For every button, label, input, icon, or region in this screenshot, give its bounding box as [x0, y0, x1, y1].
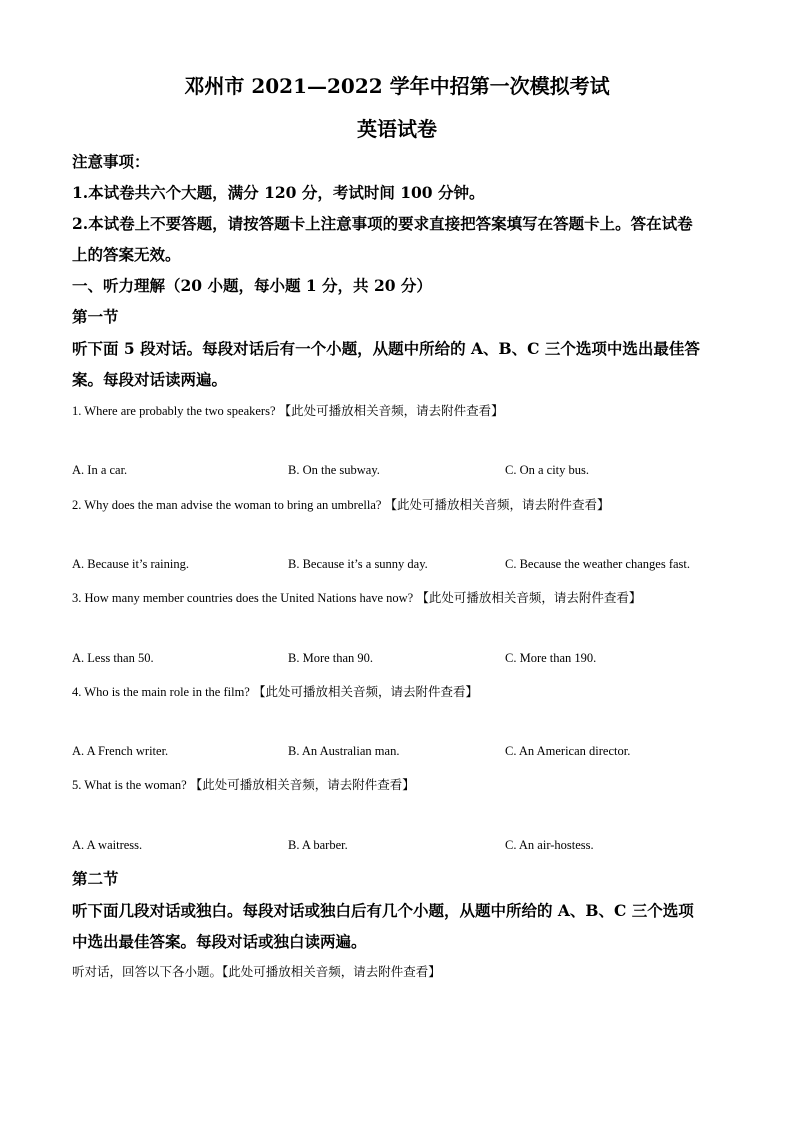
section2-instruction-line-1: 听下面几段对话或独白。每段对话或独白后有几个小题，从题中所给的 A、B、C 三个选项	[72, 901, 694, 920]
question-1: 1. Where are probably the two speakers? 【此处可播放相关音频，请去附件查看】	[72, 404, 504, 418]
question-3-option-b: B. More than 90.	[288, 651, 374, 665]
part1-heading: 一、听力理解（20 小题，每小题 1 分，共 20 分）	[72, 276, 432, 295]
question-3: 3. How many member countries does the United Nations have now? 【此处可播放相关音频，请去附件查看】	[72, 591, 642, 605]
exam-title: 邓州市 2021—2022 学年中招第一次模拟考试	[184, 74, 610, 98]
question-2-option-c: C. Because the weather changes fast.	[505, 557, 690, 571]
question-2-option-b: B. Because it’s a sunny day.	[288, 557, 428, 571]
question-4: 4. Who is the main role in the film? 【此处可播放相关音频，请去附件查看】	[72, 685, 478, 699]
question-3-option-a: A. Less than 50.	[72, 651, 154, 665]
notice-item-2-line-2: 上的答案无效。	[72, 245, 181, 264]
section1-instruction-line-2: 案。每段对话读两遍。	[72, 370, 228, 389]
section2-title: 第二节	[72, 869, 119, 888]
question-4-option-a: A. A French writer.	[72, 744, 169, 758]
question-5-option-b: B. A barber.	[288, 838, 348, 852]
exam-subtitle: 英语试卷	[357, 117, 437, 141]
question-1-option-a: A. In a car.	[72, 463, 128, 477]
question-2-option-a: A. Because it’s raining.	[72, 557, 189, 571]
question-5-option-a: A. A waitress.	[72, 838, 143, 852]
section2-note: 听对话，回答以下各小题。【此处可播放相关音频，请去附件查看】	[72, 965, 441, 979]
question-1-option-c: C. On a city bus.	[505, 463, 590, 477]
question-3-option-c: C. More than 190.	[505, 651, 597, 665]
section1-instruction-line-1: 听下面 5 段对话。每段对话后有一个小题，从题中所给的 A、B、C 三个选项中选出最佳答	[72, 339, 700, 358]
notice-item-2-line-1: 2.本试卷上不要答题，请按答题卡上注意事项的要求直接把答案填写在答题卡上。答在试卷	[72, 214, 693, 233]
question-1-option-b: B. On the subway.	[288, 463, 380, 477]
question-5: 5. What is the woman? 【此处可播放相关音频，请去附件查看】	[72, 778, 415, 792]
question-4-option-b: B. An Australian man.	[288, 744, 400, 758]
section2-instruction-line-2: 中选出最佳答案。每段对话或独白读两遍。	[72, 932, 367, 951]
question-5-option-c: C. An air-hostess.	[505, 838, 594, 852]
section1-title: 第一节	[72, 307, 119, 326]
notice-heading: 注意事项：	[72, 152, 150, 171]
notice-item-1: 1.本试卷共六个大题，满分 120 分，考试时间 100 分钟。	[72, 183, 485, 202]
question-2: 2. Why does the man advise the woman to bring an umbrella? 【此处可播放相关音频，请去附件查看】	[72, 498, 610, 512]
question-4-option-c: C. An American director.	[505, 744, 631, 758]
